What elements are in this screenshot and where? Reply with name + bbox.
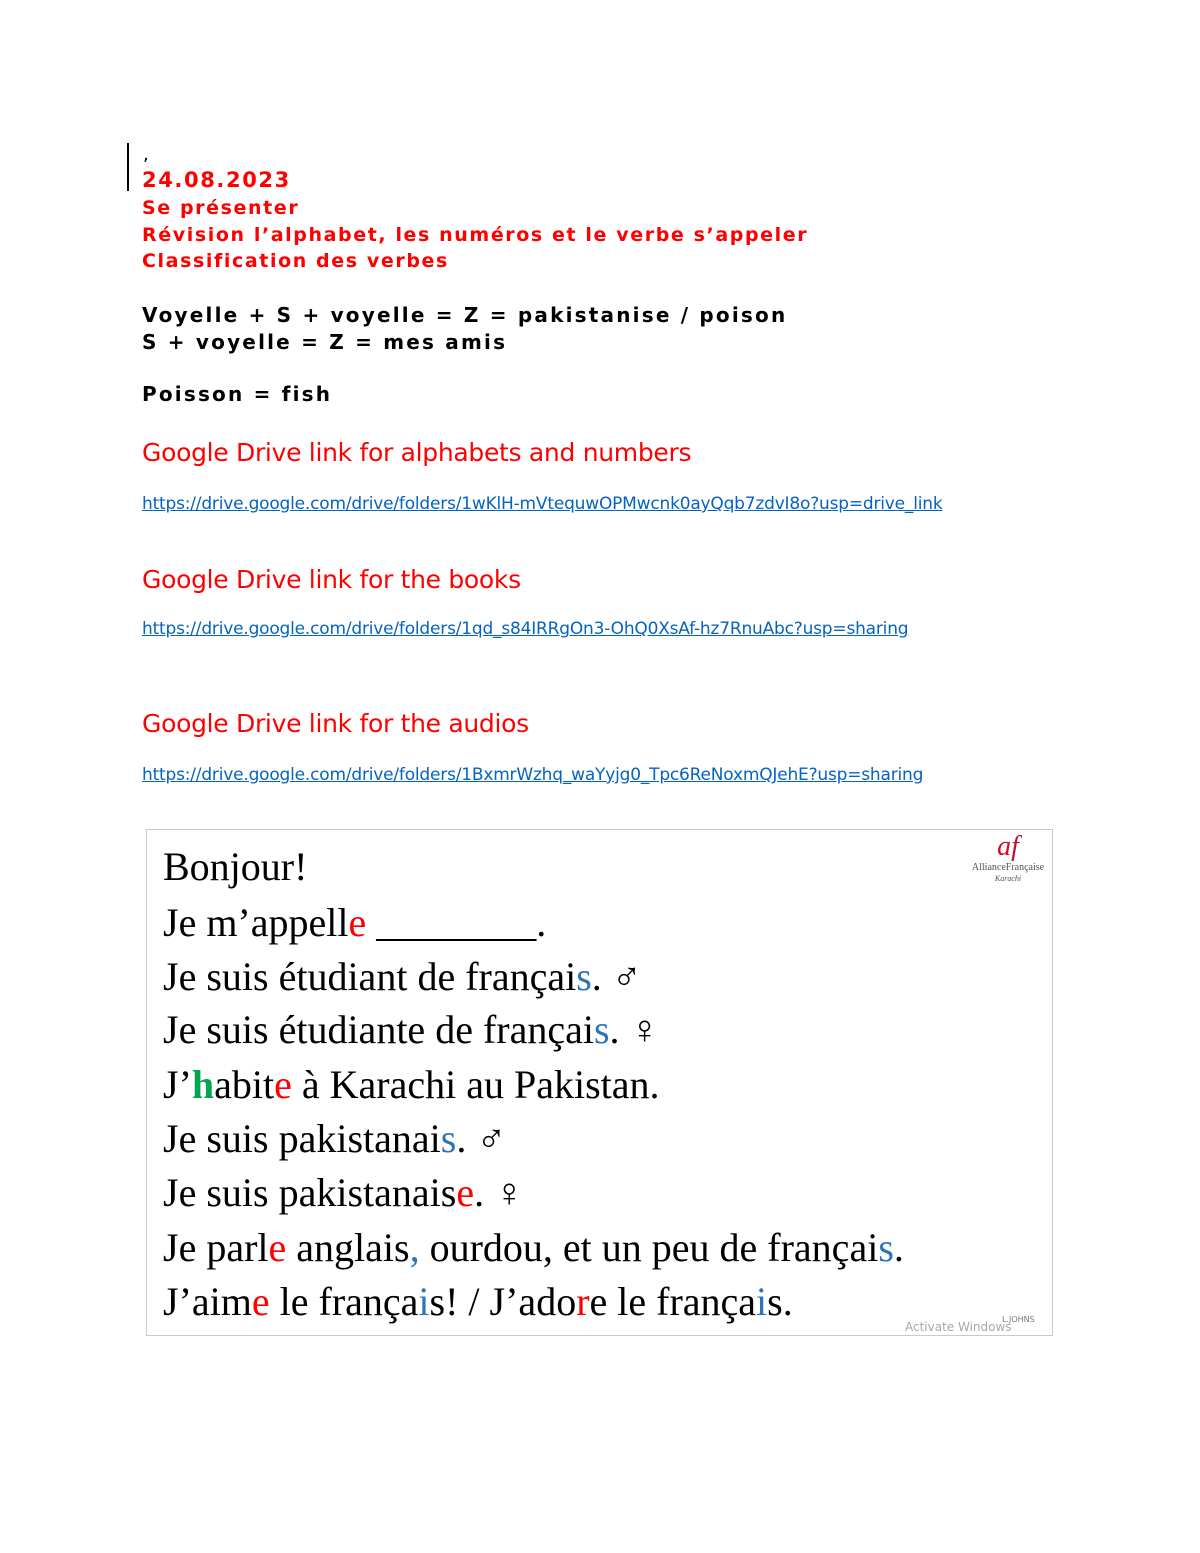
rule-2: S + voyelle = Z = mes amis [142, 330, 508, 354]
slide-line-7: Je suis pakistanaise. ♀ [163, 1170, 525, 1215]
logo-mark: af [997, 831, 1019, 862]
slide-line-9: J’aime le français! / J’adore le français. [163, 1279, 793, 1324]
slide-line-5: J’habite à Karachi au Pakistan. [163, 1062, 660, 1107]
rule-1: Voyelle + S + voyelle = Z = pakistanise / poison [142, 303, 788, 327]
topic-3: Classification des verbes [142, 250, 449, 272]
stray-comma: , [143, 144, 149, 165]
vocab-line: Poisson = fish [142, 382, 333, 406]
slide-line-4: Je suis étudiante de français. ♀ [163, 1007, 660, 1052]
books-drive-link[interactable]: https://drive.google.com/drive/folders/1qd_s84IRRgOn3-OhQ0XsAf-hz7RnuAbc?usp=sharing [142, 619, 909, 639]
topic-1: Se présenter [142, 197, 300, 219]
margin-marker [127, 143, 129, 191]
slide-line-3: Je suis étudiant de français. ♂ [163, 954, 642, 999]
alphabets-link-heading: Google Drive link for alphabets and numbers [142, 438, 692, 467]
logo-name: AllianceFrançaise [971, 862, 1045, 873]
date-heading: 24.08.2023 [142, 168, 291, 192]
logo-city: Karachi [994, 874, 1022, 883]
books-link-heading: Google Drive link for the books [142, 565, 521, 594]
introduction-slide-image [146, 829, 1053, 1336]
slide-credit: L.JOHNS [1002, 1315, 1035, 1324]
slide-line-2: Je m’appelle ________. [163, 900, 547, 945]
slide-line-6: Je suis pakistanais. ♂ [163, 1116, 507, 1161]
alliance-francaise-logo [965, 832, 1051, 884]
alphabets-drive-link[interactable]: https://drive.google.com/drive/folders/1wKlH-mVtequwOPMwcnk0ayQqb7zdvI8o?usp=drive_link [142, 494, 943, 514]
slide-line-1: Bonjour! [163, 844, 308, 889]
audios-drive-link[interactable]: https://drive.google.com/drive/folders/1BxmrWzhq_waYyjg0_Tpc6ReNoxmQJehE?usp=sharing [142, 765, 924, 785]
activate-windows-watermark: Activate Windows [905, 1320, 1012, 1334]
topic-2: Révision l’alphabet, les numéros et le verbe s’appeler [142, 224, 809, 246]
audios-link-heading: Google Drive link for the audios [142, 709, 529, 738]
slide-line-8: Je parle anglais, ourdou, et un peu de français. [163, 1225, 904, 1270]
